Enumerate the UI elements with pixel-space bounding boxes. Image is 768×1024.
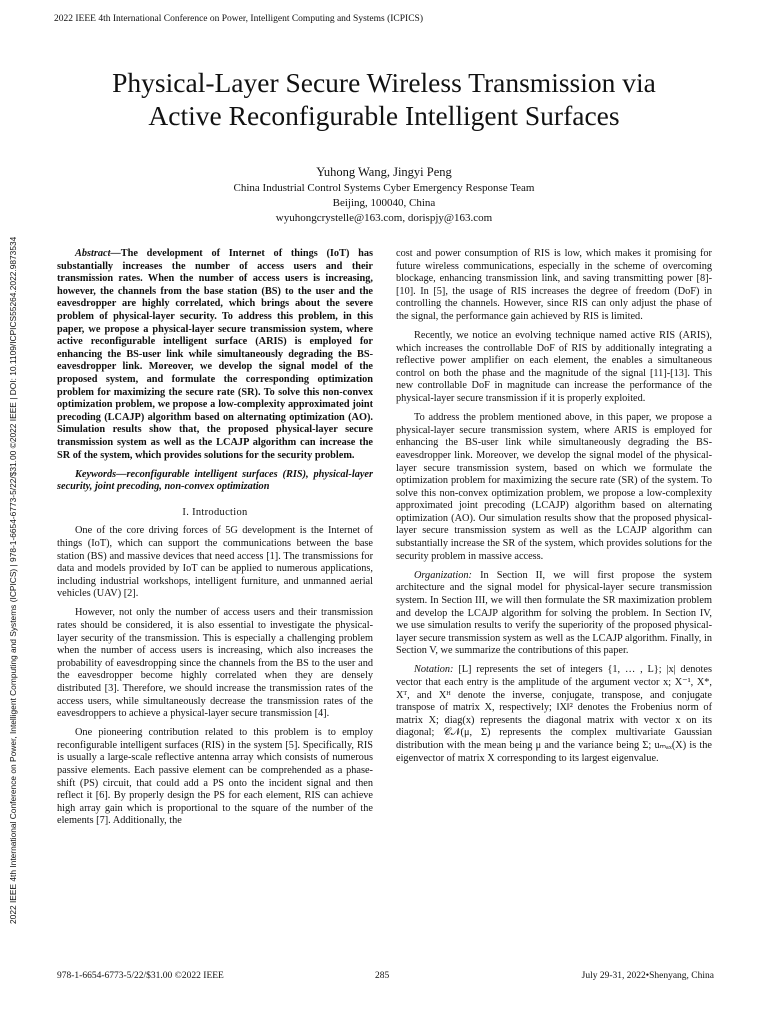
author-names: Yuhong Wang, Jingyi Peng: [316, 165, 452, 179]
paragraph: Recently, we notice an evolving technique named active RIS (ARIS), which increases the controllable DoF of RIS by additionally integrating a reflective power amplifier on each element, the enables a simultaneous control on both the phase and the magnitude of the signal [11]-[13]. This new controllable DoF in magnitude can increase the performance of the physical-layer secure transmission if it is properly exploited.: [396, 330, 712, 405]
doi-side-strip: 2022 IEEE 4th International Conference on Power, Intelligent Computing and Systems (ICPICS) | 978-1-6654-6773-5/22/$31.00 ©2022 IEEE | DOI: 10.1109/ICPICS55264.2022.9873534: [8, 236, 18, 924]
paragraph: One pioneering contribution related to this problem is to employ reconfigurable intelligent surfaces (RIS) in the system [5]. Specifically, RIS is usually a large-scale reflective antenna array which consists of numerous passive elements. Each passive element can be comprehended as a phase-shift (PS) circuit, that could add a PS onto the incident signal and then reflect it [6]. By properly design the PS for each element, RIS can achieve high array gain which is proportional to the square of the number of the elements [7]. Additionally, the: [57, 727, 373, 827]
footer-isbn: 978-1-6654-6773-5/22/$31.00 ©2022 IEEE: [57, 971, 224, 981]
notation-text: [L] represents the set of integers {1, … , L}; |x| denotes vector that each entry is the amplitude of the argument vector x; X⁻¹, X*, Xᵀ, and Xᴴ denote the inverse, conjugate, transpose, and conjugate transpose of matrix X, respectively; ‖X‖² denotes the Frobenius norm of matrix X; diag(x) represents the diagonal matrix with vector x on its diagonal; 𝒞𝒩(μ, Σ) represents the complex multivariate Gaussian distribution with the mean being μ and the variance being Σ; uₘₐₓ(X) is the eigenvector of matrix X corresponding to its largest eigenvalue.: [396, 664, 712, 764]
author-location: Beijing, 100040, China: [332, 197, 436, 209]
paragraph: To address the problem mentioned above, in this paper, we propose a physical-layer secure transmission system, where ARIS is employed for enhancing the BS-user link while simultaneously degrading the BS-eavesdropper link. Moreover, we develop the signal model of the physical-layer secure transmission system, based on which we formulate the optimization problem for maximizing the secure rate (SR) of the system. To solve this non-convex optimization problem, we propose a low-complexity approximated joint precoding (LCAJP) algorithm based on alternating optimization (AO). Our simulation results show that the proposed physical-layer secure transmission system as well as the LCAJP algorithm can substantially increase the SR of the system, which provides solutions for the security problem in massive access.: [396, 412, 712, 562]
organization-lead: Organization:: [414, 569, 472, 581]
section-title-introduction: I. Introduction: [182, 506, 248, 518]
notation-paragraph: [396, 664, 712, 765]
keywords: [57, 469, 373, 494]
paragraph: However, not only the number of access users and their transmission rates should be considered, it is also essential to investigate the physical-layer security of the transmission. This is especially a challenging problem when the number of access users is increasing, which also increases the probability of eavesdropping since the channels from the BS to the user and the eavesdropper become highly correlated when they are densely distributed [3]. Therefore, we should increase the transmission rates of the access users, while simultaneously decrease the transmission rates of the eavesdroppers to achieve a physical-layer secure transmission [4].: [57, 607, 373, 720]
keywords-text: reconfigurable intelligent surfaces (RIS), physical-layer security, joint precoding, non-convex optimization: [57, 468, 373, 493]
abstract-lead: Abstract—: [75, 248, 121, 259]
keywords-lead: Keywords—: [75, 468, 127, 480]
paragraph: cost and power consumption of RIS is low, which makes it promising for future wireless communications, especially in the scheme of overcoming blockage, enhancing transmission link, and saving transmitting power [8]-[10]. In [5], the usage of RIS increases the degree of freedom (DoF) in controlling the channels. However, since RIS can only adjust the phase of the signal, the performance gain achieved by RIS is limited.: [396, 248, 712, 322]
title-line-2: Active Reconfigurable Intelligent Surfaces: [148, 100, 620, 131]
conference-header: 2022 IEEE 4th International Conference on Power, Intelligent Computing and Systems (ICPICS): [54, 14, 424, 24]
abstract-text: The development of Internet of things (IoT) has substantially increases the number of access users and their transmission rates. When the number of access users is increasing, however, the channels from the base station (BS) to the user and the eavesdropper are highly correlated, which brings about the severe problem of physical-layer security. To address this problem, in this paper, we propose a physical-layer secure transmission system, where active reconfigurable intelligent surface (ARIS) is employed for enhancing the BS-user link while simultaneously degrading the BS-eavesdropper link. Moreover, we develop the signal model of the proposed system, and formulate the corresponding optimization problem for maximizing the secure rate (SR). To solve this non-convex optimization problem, we propose a low-complexity approximated joint precoding (LCAJP) algorithm based on alternating optimization (AO). Simulation results show that, the proposed physical-layer secure transmission system as well as the LCAJP algorithm can increase the SR of the system, which provides solutions for the security problem.: [57, 248, 373, 461]
author-emails: wyuhongcrystelle@163.com, dorispjy@163.com: [275, 212, 493, 224]
left-column: [57, 248, 373, 835]
footer-page-number: 285: [375, 971, 390, 981]
author-affiliation: China Industrial Control Systems Cyber Emergency Response Team: [233, 182, 535, 194]
organization-paragraph: [396, 570, 712, 658]
abstract: [57, 248, 373, 462]
notation-lead: Notation:: [414, 664, 454, 676]
right-column: [396, 248, 712, 772]
organization-text: In Section II, we will first propose the system architecture and the signal model for physical-layer secure transmission system. In Section III, we will then formulate the SR maximization problem and develop the LCAJP algorithm for solving the problem. In Section IV, we use simulation results to verify the superiority of the proposed physical-layer secure transmission system as well as the LCAJP algorithm. Finally, in Section V, we summarize the contributions of this paper.: [396, 569, 712, 657]
paper-title: [40, 66, 728, 132]
author-block: [60, 165, 708, 226]
footer-date-location: July 29-31, 2022•Shenyang, China: [581, 971, 714, 981]
paragraph: One of the core driving forces of 5G development is the Internet of things (IoT), which can support the communications between the base station (BS) and massive devices that need access [1]. The transmissions for data and models provided by IoT can be applied to numerous applications, including industrial workshops, intelligent furniture, and unmanned aerial vehicles (UAV) [2].: [57, 525, 373, 600]
title-line-1: Physical-Layer Secure Wireless Transmission via: [112, 67, 656, 98]
